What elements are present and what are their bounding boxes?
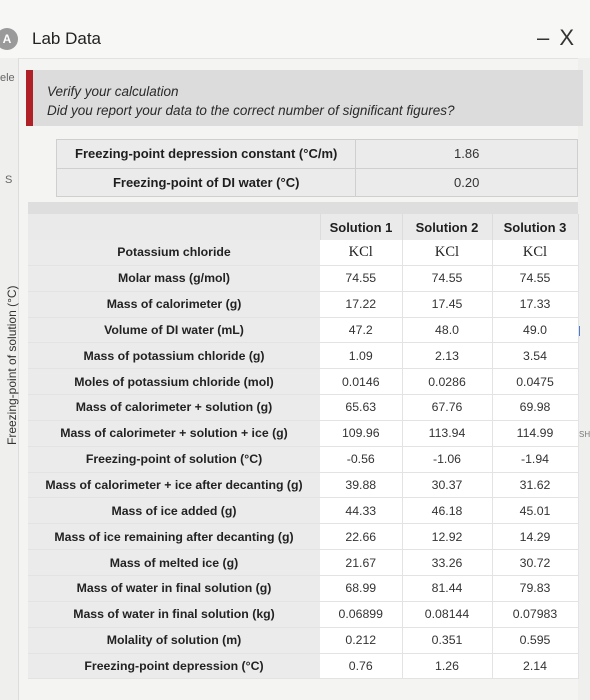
cell-solution-3: 0.07983	[492, 601, 578, 627]
cell-solution-1: KCl	[320, 240, 402, 265]
table-row	[28, 653, 578, 679]
row-label: Mass of water in final solution (kg)	[28, 601, 320, 627]
table-row	[28, 627, 578, 653]
constant-label: Freezing-point of DI water (°C)	[57, 168, 356, 197]
row-label: Molar mass (g/mol)	[28, 265, 320, 291]
row-label: Mass of water in final solution (g)	[28, 575, 320, 601]
header-solution-1: Solution 1	[320, 214, 402, 240]
cell-solution-1: 0.0146	[320, 369, 402, 395]
cell-solution-3: 3.54	[492, 343, 578, 369]
cell-solution-2: 0.08144	[402, 601, 492, 627]
cell-solution-3: 45.01	[492, 498, 578, 524]
cell-solution-2: 0.351	[402, 627, 492, 653]
cell-solution-3: 30.72	[492, 550, 578, 576]
cell-solution-2: 17.45	[402, 291, 492, 317]
cell-solution-1: 47.2	[320, 317, 402, 343]
constants-table	[56, 139, 578, 197]
row-label: Moles of potassium chloride (mol)	[28, 369, 320, 395]
constant-label: Freezing-point depression constant (°C/m)	[57, 140, 356, 169]
cell-solution-2: 67.76	[402, 395, 492, 421]
cell-solution-1: -0.56	[320, 446, 402, 472]
row-label: Mass of ice remaining after decanting (g)	[28, 524, 320, 550]
table-row	[28, 369, 578, 395]
lab-data-table	[28, 214, 579, 679]
cell-solution-3: 2.14	[492, 653, 578, 679]
strip-s-text: S	[5, 174, 13, 186]
cell-solution-3: 0.595	[492, 627, 578, 653]
row-label: Freezing-point of solution (°C)	[28, 446, 320, 472]
table-row	[28, 550, 578, 576]
table-row	[28, 343, 578, 369]
cell-solution-2: 46.18	[402, 498, 492, 524]
row-label: Mass of potassium chloride (g)	[28, 343, 320, 369]
cell-solution-1: 0.76	[320, 653, 402, 679]
table-top-band	[28, 202, 578, 214]
cell-solution-3: 79.83	[492, 575, 578, 601]
strip-vertical-label: Freezing-point of solution (°C)	[5, 285, 19, 445]
row-label: Mass of calorimeter + solution + ice (g)	[28, 420, 320, 446]
header-solution-3: Solution 3	[492, 214, 578, 240]
cell-solution-1: 65.63	[320, 395, 402, 421]
cell-solution-2: 12.92	[402, 524, 492, 550]
constant-value: 1.86	[356, 140, 578, 169]
row-label: Mass of calorimeter + ice after decanting (g)	[28, 472, 320, 498]
table-row	[28, 498, 578, 524]
row-label: Molality of solution (m)	[28, 627, 320, 653]
strip-top-text: ele	[0, 72, 15, 84]
cell-solution-1: 1.09	[320, 343, 402, 369]
cell-solution-3: 74.55	[492, 265, 578, 291]
window-controls-close-button[interactable]: – X	[536, 25, 576, 50]
header-corner	[28, 214, 320, 240]
cell-solution-3: 31.62	[492, 472, 578, 498]
cell-solution-2: 1.26	[402, 653, 492, 679]
window-title: Lab Data	[32, 29, 101, 48]
cell-solution-2: 113.94	[402, 420, 492, 446]
cell-solution-3: -1.94	[492, 446, 578, 472]
cell-solution-1: 22.66	[320, 524, 402, 550]
cell-solution-1: 0.212	[320, 627, 402, 653]
cell-solution-2: 0.0286	[402, 369, 492, 395]
cell-solution-2: 30.37	[402, 472, 492, 498]
row-label: Volume of DI water (mL)	[28, 317, 320, 343]
cell-solution-1: 74.55	[320, 265, 402, 291]
cell-solution-2: 2.13	[402, 343, 492, 369]
background-left-strip	[0, 58, 19, 700]
cell-solution-1: 39.88	[320, 472, 402, 498]
cell-solution-3: 17.33	[492, 291, 578, 317]
row-label: Freezing-point depression (°C)	[28, 653, 320, 679]
row-label: Mass of ice added (g)	[28, 498, 320, 524]
cell-solution-3: KCl	[492, 240, 578, 265]
cell-solution-2: 33.26	[402, 550, 492, 576]
table-row	[28, 446, 578, 472]
strip-sh-text: SH	[579, 430, 590, 439]
cell-solution-1: 0.06899	[320, 601, 402, 627]
cell-solution-3: 0.0475	[492, 369, 578, 395]
verify-title: Verify your calculation	[47, 84, 179, 99]
table-row	[28, 575, 578, 601]
table-row	[28, 395, 578, 421]
app-icon: A	[0, 28, 18, 50]
cell-solution-1: 17.22	[320, 291, 402, 317]
header-solution-2: Solution 2	[402, 214, 492, 240]
constant-value: 0.20	[356, 168, 578, 197]
table-row	[28, 420, 578, 446]
verify-question: Did you report your data to the correct number of significant figures?	[47, 103, 455, 118]
row-label: Mass of calorimeter (g)	[28, 291, 320, 317]
cell-solution-1: 109.96	[320, 420, 402, 446]
cell-solution-1: 21.67	[320, 550, 402, 576]
cell-solution-1: 68.99	[320, 575, 402, 601]
cell-solution-2: 74.55	[402, 265, 492, 291]
table-header-row	[28, 214, 578, 240]
cell-solution-1: 44.33	[320, 498, 402, 524]
constant-row	[57, 140, 578, 169]
verify-calculation-panel	[26, 70, 583, 126]
table-row	[28, 524, 578, 550]
row-label: Potassium chloride	[28, 240, 320, 265]
table-row	[28, 240, 578, 265]
cell-solution-2: KCl	[402, 240, 492, 265]
row-label: Mass of melted ice (g)	[28, 550, 320, 576]
constant-row	[57, 168, 578, 197]
table-row	[28, 601, 578, 627]
background-right-strip	[578, 58, 590, 700]
cell-solution-3: 69.98	[492, 395, 578, 421]
table-row	[28, 265, 578, 291]
table-row	[28, 472, 578, 498]
table-row	[28, 317, 578, 343]
cell-solution-3: 114.99	[492, 420, 578, 446]
table-row	[28, 291, 578, 317]
cell-solution-2: 48.0	[402, 317, 492, 343]
title-bar	[0, 0, 590, 59]
row-label: Mass of calorimeter + solution (g)	[28, 395, 320, 421]
cell-solution-2: 81.44	[402, 575, 492, 601]
cell-solution-3: 14.29	[492, 524, 578, 550]
cell-solution-3: 49.0	[492, 317, 578, 343]
cell-solution-2: -1.06	[402, 446, 492, 472]
